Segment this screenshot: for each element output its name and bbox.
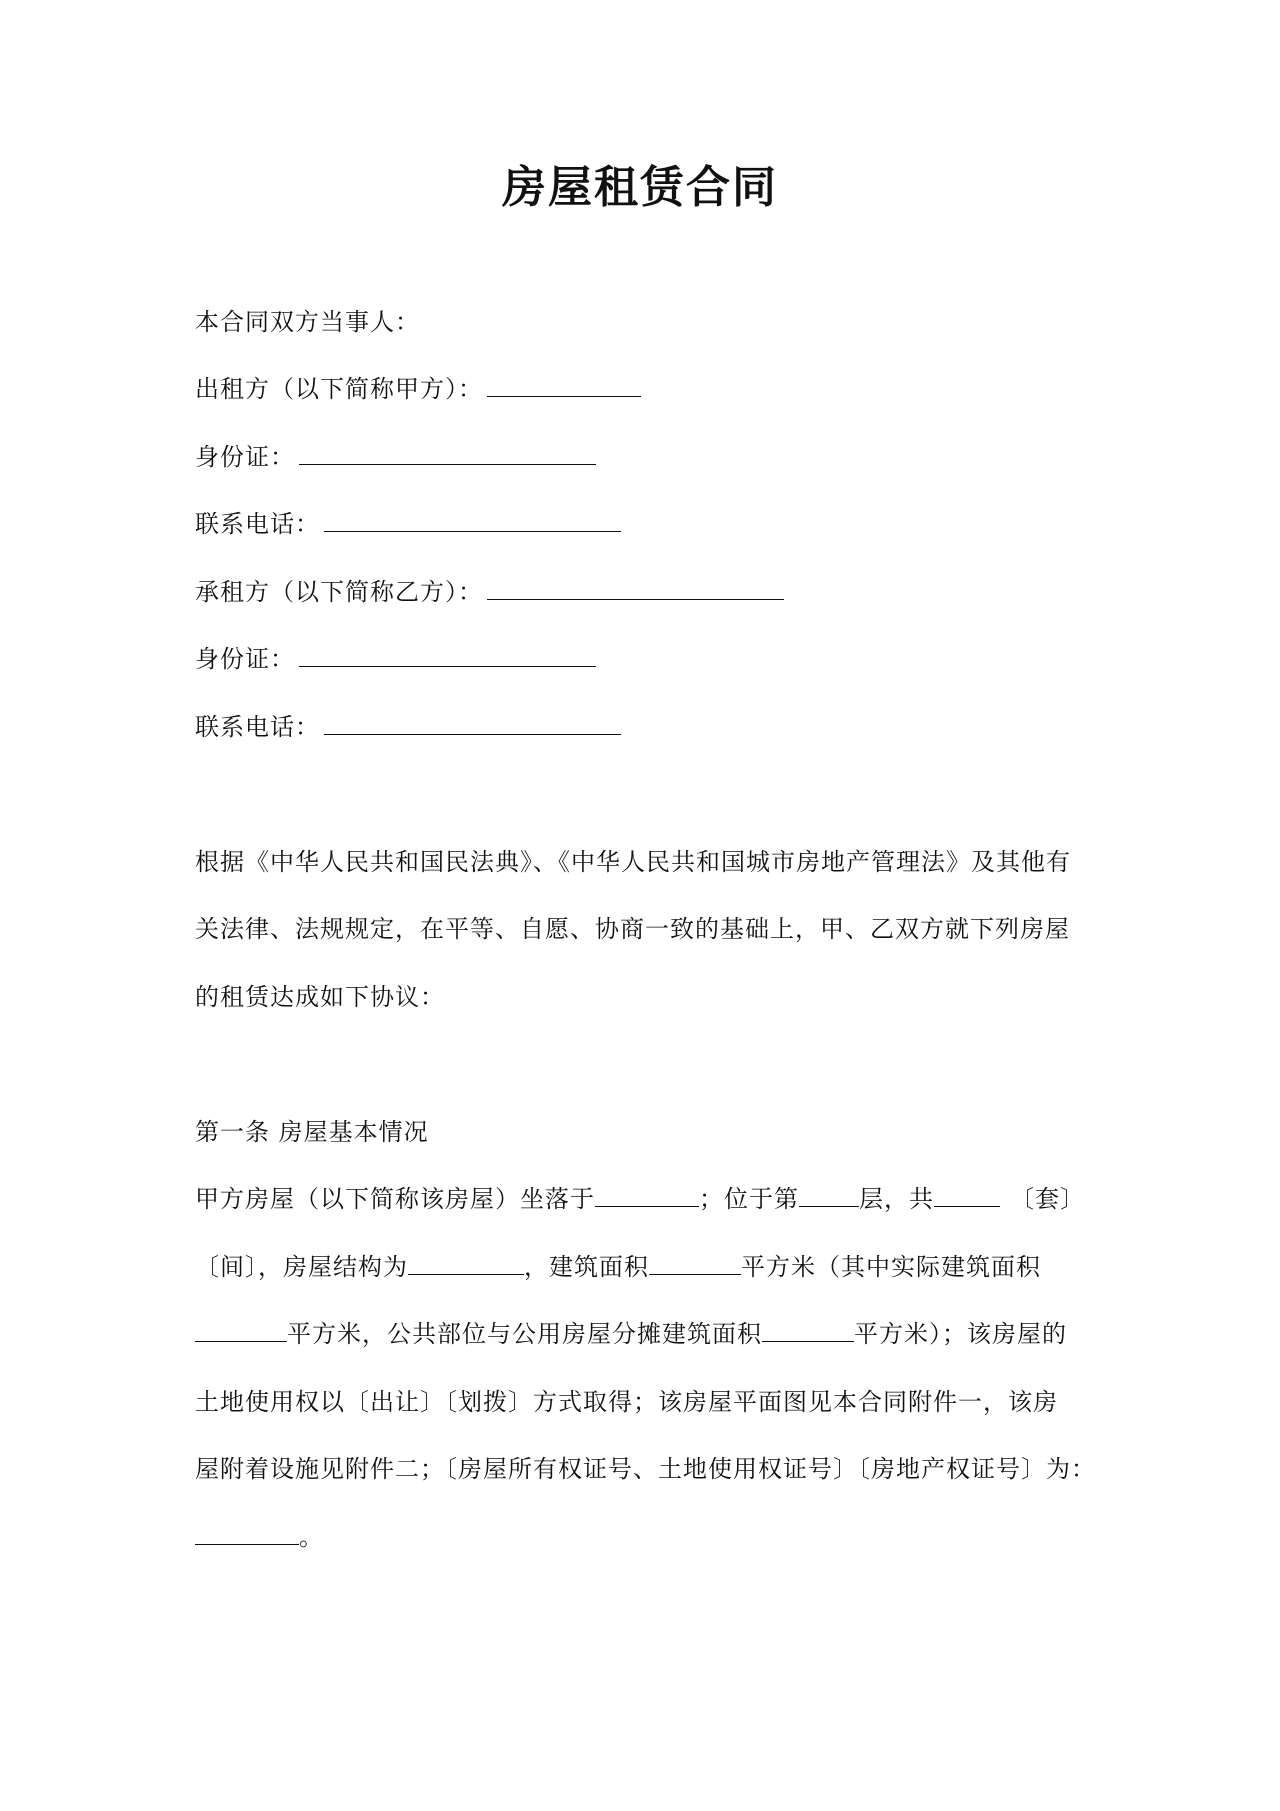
lessor-line [195, 373, 641, 405]
lessor-phone-blank[interactable] [324, 509, 621, 532]
lessee-phone-blank[interactable] [324, 712, 621, 735]
structure-blank[interactable] [408, 1252, 524, 1275]
lessor-phone-label: 联系电话： [195, 510, 320, 538]
article1-line-5: 屋附着设施见附件二；〔房屋所有权证号、土地使用权证号〕〔房地产权证号〕为： [195, 1455, 1096, 1483]
lessor-id-line [195, 441, 596, 473]
a1-unit-set: 〔套〕 [1010, 1185, 1085, 1213]
a1-l3-end: 平方米）；该房屋的 [854, 1320, 1067, 1348]
a1-total-label: 层，共 [859, 1185, 934, 1213]
a1-structure-label: 〔间〕，房屋结构为 [195, 1253, 408, 1281]
floor-blank[interactable] [799, 1184, 859, 1207]
lessee-id-line [195, 643, 596, 675]
preamble-line-1: 根据《中华人民共和国民法典》、《中华人民共和国城市房地产管理法》及其他有 [195, 848, 1071, 876]
location-blank[interactable] [595, 1184, 699, 1207]
preamble-line-3: 的租赁达成如下协议： [195, 983, 445, 1011]
shared-area-blank[interactable] [762, 1319, 854, 1342]
lessor-label: 出租方（以下简称甲方）： [195, 375, 483, 403]
lessee-id-label: 身份证： [195, 645, 295, 673]
a1-actual-area-label: 平方米（其中实际建筑面积 [741, 1253, 1041, 1281]
lessor-name-blank[interactable] [487, 374, 641, 397]
article1-line-1 [195, 1183, 1085, 1215]
article1-line-2 [195, 1251, 1041, 1283]
a1-location-label: 甲方房屋（以下简称该房屋）坐落于 [195, 1185, 595, 1213]
a1-floor-label: ；位于第 [699, 1185, 799, 1213]
a1-shared-area-label: 平方米，公共部位与公用房屋分摊建筑面积 [287, 1320, 762, 1348]
actual-area-blank[interactable] [195, 1319, 287, 1342]
lessee-name-blank[interactable] [487, 577, 784, 600]
lessee-id-blank[interactable] [299, 644, 596, 667]
total-blank[interactable] [934, 1184, 1000, 1207]
a1-end-mark: 。 [299, 1523, 324, 1551]
article1-line-4: 土地使用权以〔出让〕〔划拨〕方式取得；该房屋平面图见本合同附件一，该房 [195, 1388, 1058, 1416]
parties-intro-text: 本合同双方当事人： [195, 308, 420, 336]
lessor-phone-line [195, 508, 621, 540]
lessor-id-blank[interactable] [299, 442, 596, 465]
area-blank[interactable] [649, 1252, 741, 1275]
preamble-line-2: 关法律、法规规定，在平等、自愿、协商一致的基础上，甲、乙双方就下列房屋 [195, 915, 1070, 943]
article1-line-6 [195, 1521, 324, 1553]
a1-area-label: ，建筑面积 [524, 1253, 649, 1281]
lessee-label: 承租方（以下简称乙方）： [195, 578, 483, 606]
article1-heading: 第一条 房屋基本情况 [195, 1118, 429, 1146]
lessee-line [195, 576, 784, 608]
lessee-phone-label: 联系电话： [195, 713, 320, 741]
article1-line-3 [195, 1318, 1067, 1350]
lessor-id-label: 身份证： [195, 443, 295, 471]
document-title: 房屋租赁合同 [502, 162, 778, 213]
parties-intro [195, 306, 420, 338]
certificate-number-blank[interactable] [195, 1522, 299, 1545]
lessee-phone-line [195, 711, 621, 743]
